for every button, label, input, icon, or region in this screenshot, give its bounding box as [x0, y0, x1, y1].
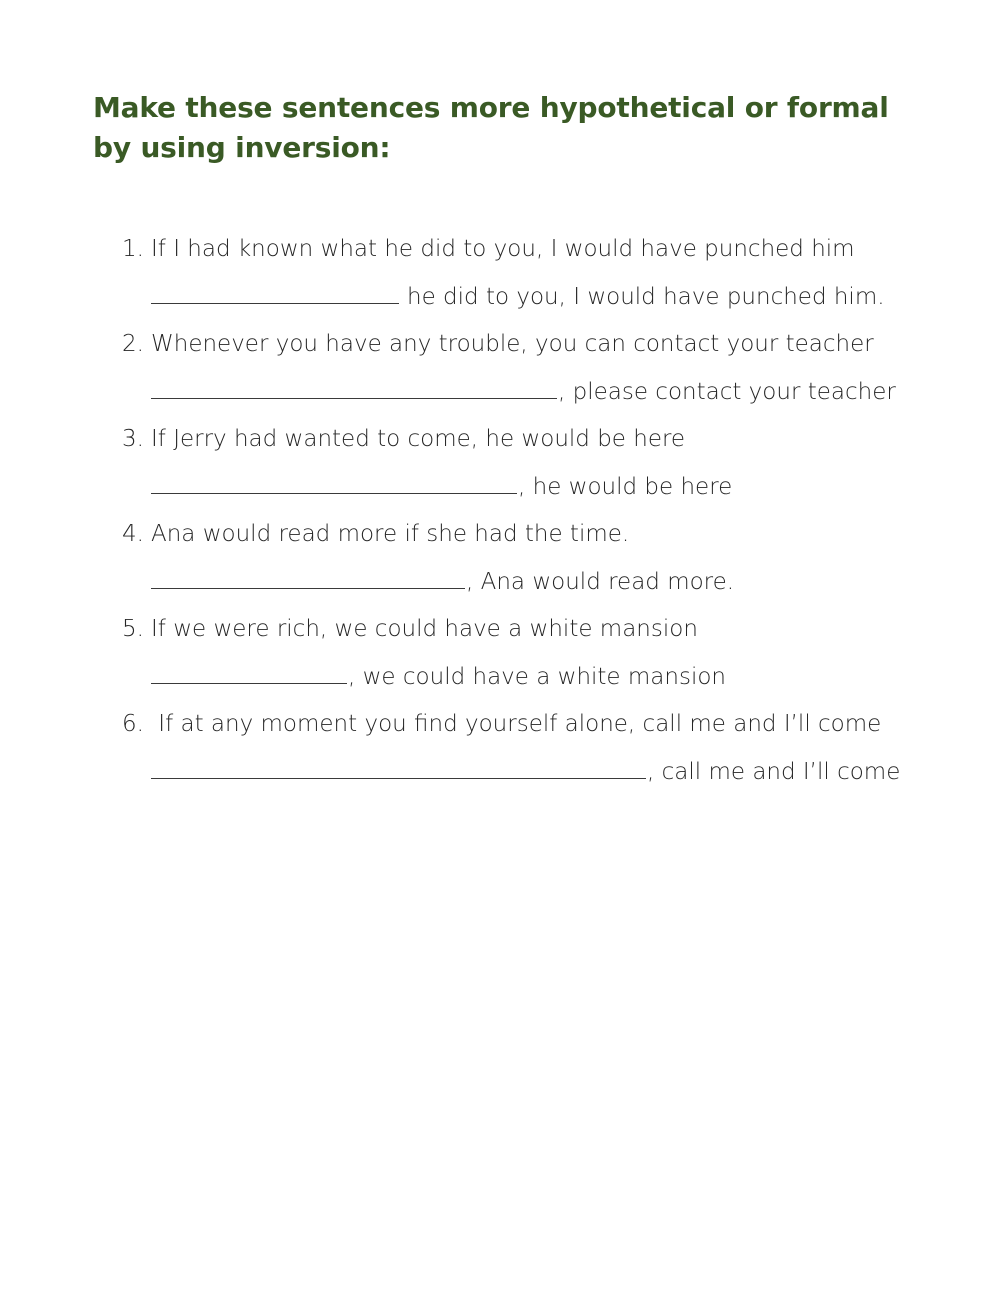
exercise-prompt [122, 606, 942, 654]
answer-line [122, 464, 942, 512]
answer-blank-2[interactable] [151, 371, 557, 399]
exercise-item-5 [122, 606, 942, 701]
exercise-number: 6. [122, 711, 144, 737]
answer-blank-3[interactable] [151, 466, 517, 494]
exercise-prompt-text: Whenever you have any trouble, you can contact your teacher [151, 331, 874, 357]
exercise-prompt [122, 321, 942, 369]
answer-line [122, 274, 942, 322]
exercise-prompt [122, 416, 942, 464]
exercise-number: 1. [122, 236, 144, 262]
exercise-item-4 [122, 511, 942, 606]
exercise-list [122, 226, 942, 796]
exercise-item-1 [122, 226, 942, 321]
exercise-prompt-text: Ana would read more if she had the time. [151, 521, 630, 547]
exercise-item-6 [122, 701, 942, 796]
answer-blank-6[interactable] [151, 751, 646, 779]
answer-line [122, 559, 942, 607]
exercise-prompt [122, 701, 942, 749]
answer-line [122, 749, 942, 797]
answer-continuation: , please contact your teacher [558, 378, 896, 405]
answer-continuation: , we could have a white mansion [348, 663, 726, 690]
answer-continuation: , Ana would read more. [466, 568, 735, 595]
answer-continuation: he did to you, I would have punched him. [407, 283, 885, 310]
answer-continuation: , call me and I’ll come [647, 758, 901, 785]
answer-line [122, 654, 942, 702]
exercise-prompt [122, 226, 942, 274]
answer-continuation: , he would be here [518, 473, 733, 500]
exercise-prompt-text: If at any moment you find yourself alone, call me and I’ll come [151, 711, 882, 737]
exercise-prompt [122, 511, 942, 559]
page-title: Make these sentences more hypothetical or formal by using inversion: [93, 91, 889, 164]
exercise-item-2 [122, 321, 942, 416]
exercise-item-3 [122, 416, 942, 511]
exercise-number: 5. [122, 616, 144, 642]
exercise-prompt-text: If we were rich, we could have a white mansion [151, 616, 698, 642]
exercise-number: 3. [122, 426, 144, 452]
exercise-number: 2. [122, 331, 144, 357]
answer-blank-5[interactable] [151, 656, 347, 684]
exercise-number: 4. [122, 521, 144, 547]
answer-line [122, 369, 942, 417]
answer-blank-4[interactable] [151, 561, 465, 589]
exercise-prompt-text: If I had known what he did to you, I would have punched him [151, 236, 855, 262]
answer-blank-1[interactable] [151, 276, 399, 304]
exercise-prompt-text: If Jerry had wanted to come, he would be here [151, 426, 686, 452]
